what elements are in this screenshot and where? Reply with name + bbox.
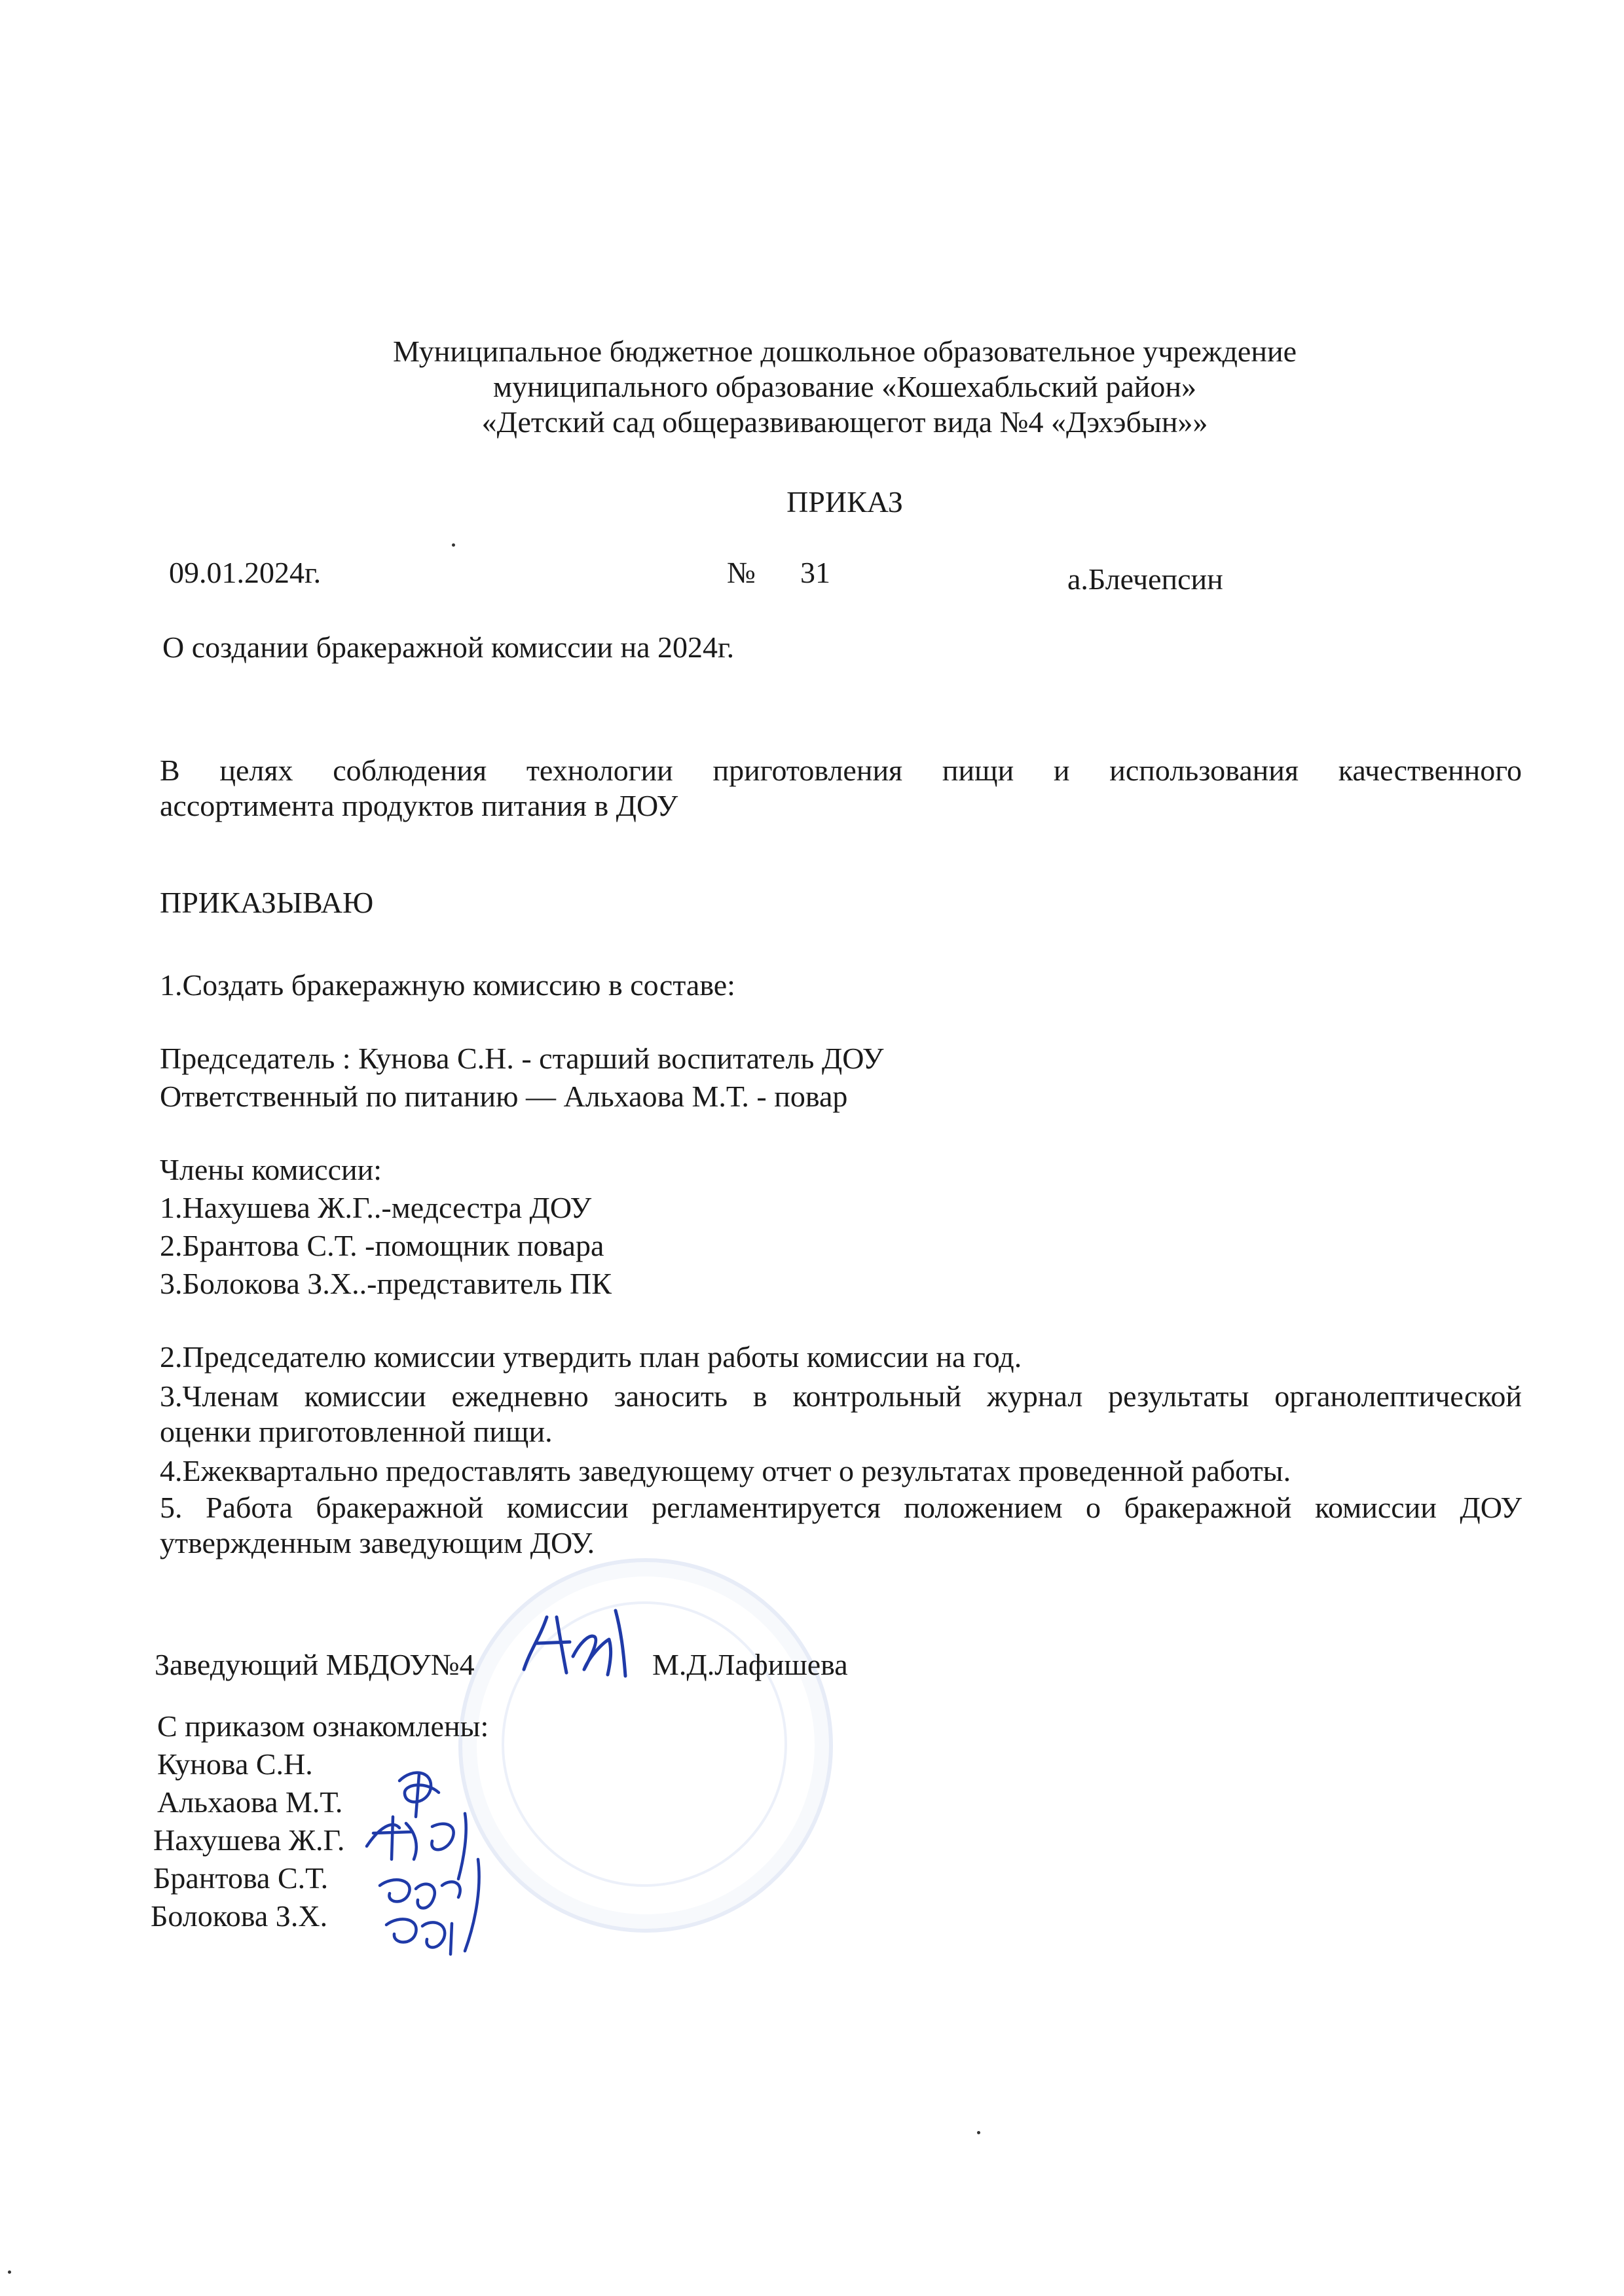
order-title: ПРИКАЗ [786, 485, 903, 519]
item-5 [160, 1490, 1522, 1561]
acknowledgement-signatures [354, 1755, 504, 1977]
item-4: 4.Ежеквартально предоставлять заведующему отчет о результатах проведенной работы. [160, 1454, 1291, 1487]
order-place: а.Блечепсин [1067, 562, 1223, 596]
item-3-line-2: оценки приготовленной пищи. [160, 1415, 553, 1448]
acknowledged-name-2: Альхаова М.Т. [157, 1785, 343, 1819]
food-responsible: Ответственный по питанию — Альхаова М.Т. - повар [160, 1080, 848, 1113]
member-3: 3.Болокова З.Х..-представитель ПК [160, 1267, 612, 1300]
item-3 [160, 1379, 1522, 1449]
order-number: 31 [800, 556, 830, 589]
order-number-sign: № [727, 556, 756, 589]
acknowledged-heading: С приказом ознакомлены: [157, 1709, 489, 1743]
scan-speck [452, 543, 455, 547]
header-line-3: «Детский сад общеразвивающегот вида №4 «Дэхэбын»» [481, 405, 1208, 439]
acknowledged-name-3: Нахушева Ж.Г. [153, 1823, 345, 1857]
members-heading: Члены комиссии: [160, 1153, 382, 1186]
scan-speck [977, 2131, 980, 2134]
member-1: 1.Нахушева Ж.Г..-медсестра ДОУ [160, 1191, 592, 1224]
order-subject: О создании бракеражной комиссии на 2024г. [162, 630, 735, 664]
scan-speck [8, 2270, 11, 2274]
preamble-line-1: В целях соблюдения технологии приготовления пищи и использования качественного [160, 754, 1522, 787]
item-5-line-2: утвержденным заведующим ДОУ. [160, 1526, 595, 1559]
institution-header [196, 334, 1493, 440]
order-date: 09.01.2024г. [169, 556, 322, 589]
header-line-1: Муниципальное бюджетное дошкольное образовательное учреждение [393, 335, 1297, 368]
acknowledged-name-4: Брантова С.Т. [153, 1861, 329, 1895]
acknowledged-name-1: Кунова С.Н. [157, 1747, 313, 1781]
item-3-line-1: 3.Членам комиссии ежедневно заносить в контрольный журнал результаты органолептической [160, 1379, 1522, 1413]
head-position: Заведующий МБДОУ№4 [155, 1648, 475, 1681]
item-2: 2.Председателю комиссии утвердить план работы комиссии на год. [160, 1340, 1022, 1374]
head-name: М.Д.Лафишева [652, 1648, 848, 1681]
acknowledged-name-5: Болокова З.Х. [151, 1899, 328, 1933]
header-line-2: муниципального образование «Кошехабльский район» [493, 370, 1196, 403]
head-signature [511, 1597, 635, 1696]
preamble [160, 753, 1522, 824]
member-2: 2.Брантова С.Т. -помощник повара [160, 1229, 604, 1262]
item-1: 1.Создать бракеражную комиссию в составе: [160, 968, 735, 1002]
command-heading: ПРИКАЗЫВАЮ [160, 886, 374, 919]
preamble-line-2: ассортимента продуктов питания в ДОУ [160, 789, 678, 822]
commission-chair: Председатель : Кунова С.Н. - старший воспитатель ДОУ [160, 1042, 884, 1075]
item-5-line-1: 5. Работа бракеражной комиссии регламентируется положением о бракеражной комиссии ДОУ [160, 1491, 1522, 1524]
